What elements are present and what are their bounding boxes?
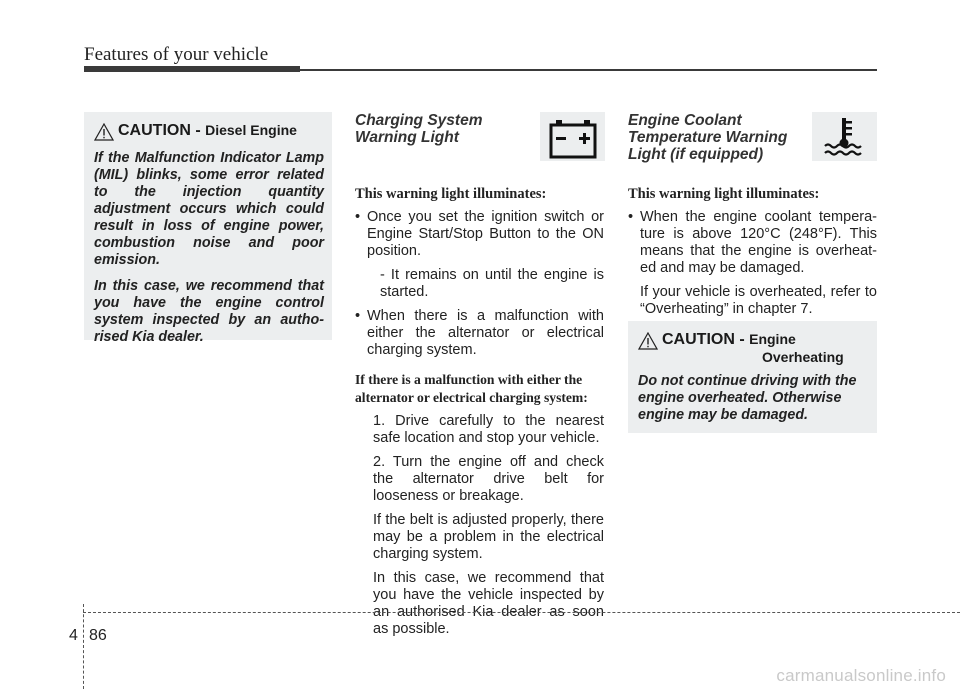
caution-label: CAUTION - [662, 331, 750, 348]
battery-icon [540, 112, 605, 161]
warning-triangle-icon [94, 123, 114, 141]
header-rule-thick [84, 66, 300, 72]
caution-subject: Diesel Engine [205, 122, 297, 138]
footer-divider-horizontal [83, 612, 960, 613]
illuminates-heading: This warning light illuminates: [355, 186, 547, 202]
watermark: carmanualsonline.info [776, 666, 946, 685]
caution-subject: Engine [749, 331, 796, 347]
list-item: • Once you set the ignition switch or Engine Start/Stop Button to the ON position. [355, 209, 604, 259]
illuminates-heading: This warning light illuminates: [628, 186, 820, 202]
chapter-number: 4 [69, 627, 78, 644]
list-item: • When there is a malfunction with either the alternator or electrical charging system. [355, 308, 604, 358]
page-header-title: Features of your vehicle [84, 44, 269, 65]
list-subitem: - It remains on until the engine is started. [380, 267, 604, 300]
coolant-temperature-icon [812, 112, 877, 161]
caution-paragraph: If the Malfunction Indicator Lamp (MIL) blinks, some error related to the injection quantity adjustment occurs which could result in loss of engine power, combustion noise and poor emission. [94, 150, 324, 268]
caution-label: CAUTION - [118, 122, 206, 139]
list-item-paragraph: If your vehicle is overheated, refer to “Overheating” in chapter 7. [640, 284, 877, 317]
malfunction-heading: If there is a malfunction with either the alternator or electrical charging system: [355, 372, 588, 405]
caution-heading [638, 331, 869, 369]
section-title-charging-system: Charging System Warning Light [355, 112, 483, 146]
list-item: 1. Drive carefully to the nearest safe location and stop your vehicle. [373, 413, 604, 446]
charging-warning-light-box [540, 112, 605, 161]
list-item: 2. Turn the engine off and check the alternator drive belt for looseness or breakage. [373, 454, 604, 504]
caution-heading [94, 122, 324, 144]
section-title-engine-coolant: Engine Coolant Temperature Warning Light (if equipped) [628, 112, 788, 163]
caution-subject-line2: Overheating [762, 349, 844, 365]
charging-system-text [355, 185, 604, 638]
list-item: • When the engine coolant tempera-ture is above 120°C (248°F). This means that the engine is overheat-ed and may be damaged. [628, 209, 877, 276]
header-rule-thin [300, 69, 877, 71]
step-paragraph: In this case, we recommend that you have the vehicle inspected by an authorised Kia dealer as soon as possible. [373, 570, 604, 637]
caution-box-diesel-engine [84, 112, 332, 345]
caution-paragraph: Do not continue driving with the engine overheated. Otherwise engine may be damaged. [638, 373, 857, 423]
engine-coolant-text [628, 185, 877, 318]
coolant-warning-light-box [812, 112, 877, 161]
page-number: 86 [89, 627, 107, 644]
warning-triangle-icon [638, 332, 658, 350]
caution-paragraph: In this case, we recommend that you have the engine control system inspected by an autho-rised Kia dealer. [94, 278, 324, 345]
step-paragraph: If the belt is adjusted properly, there may be a problem in the electrical charging system. [373, 512, 604, 562]
caution-box-engine-overheating [628, 321, 877, 433]
footer-divider-vertical [83, 604, 84, 689]
